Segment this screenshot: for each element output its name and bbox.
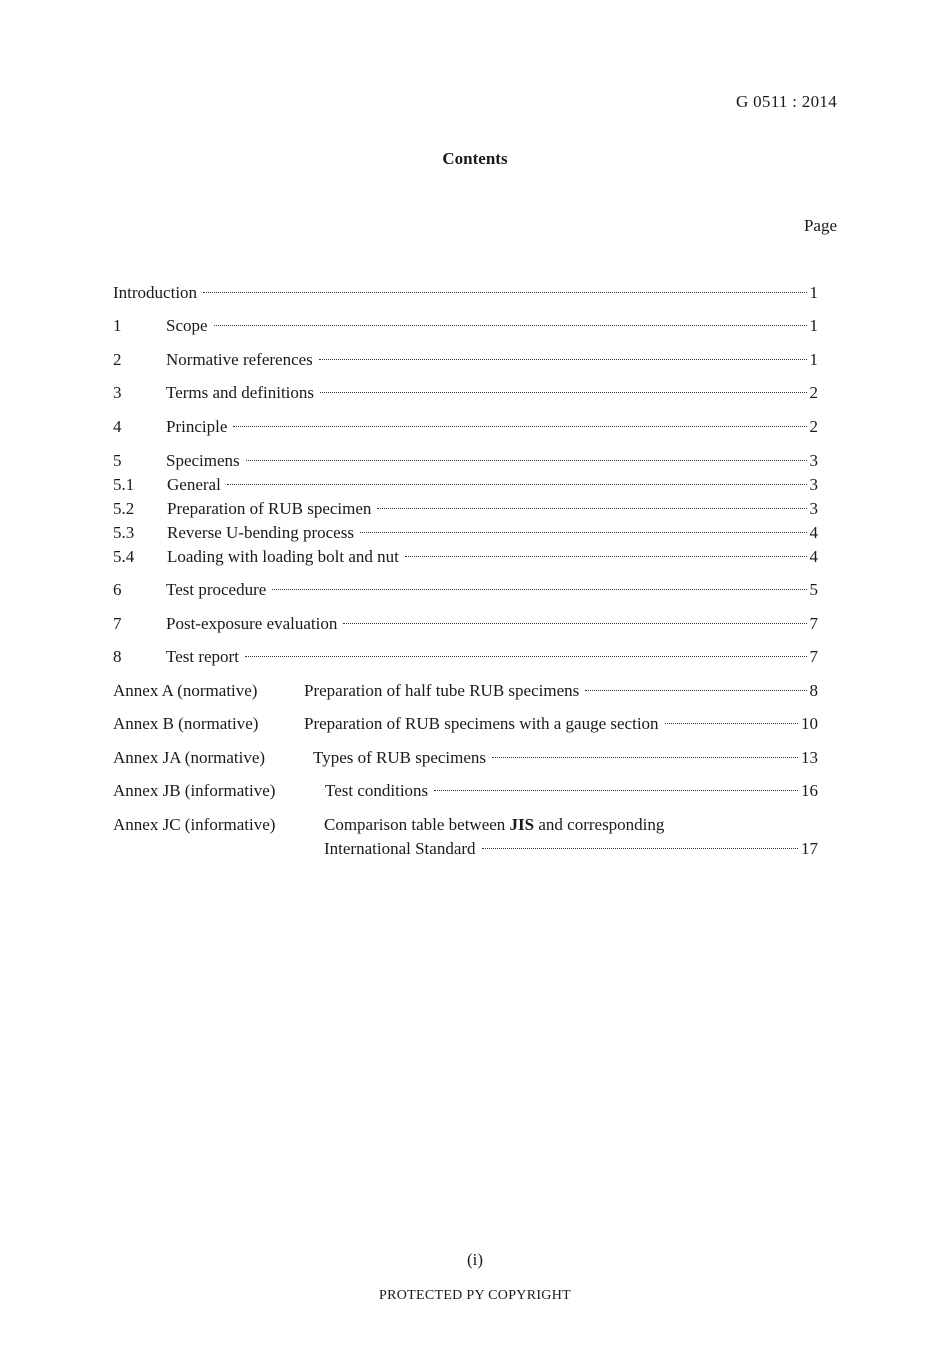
toc-title: Reverse U-bending process [167, 523, 354, 542]
toc-number: 4 [113, 417, 122, 436]
toc-number: 5.3 [113, 523, 135, 542]
leader-dots [360, 532, 807, 533]
toc-number: 2 [113, 350, 122, 369]
toc-page: 1 [809, 283, 818, 302]
toc-entry-annex-a[interactable] [113, 680, 818, 702]
toc-page: 2 [809, 417, 818, 436]
toc-title-text: Comparison table between [324, 815, 510, 834]
leader-dots [214, 325, 807, 326]
leader-dots [405, 556, 807, 557]
toc-page: 10 [801, 714, 818, 733]
toc-annex-label: Annex JC (informative) [113, 815, 276, 834]
toc-entry-principle[interactable] [113, 416, 818, 438]
toc-page: 5 [809, 580, 818, 599]
toc-page: 3 [809, 499, 818, 518]
toc-title: Types of RUB specimens [313, 748, 487, 767]
toc-page: 16 [801, 781, 818, 800]
toc-entry-annex-jb[interactable] [113, 780, 818, 802]
toc-page: 4 [809, 547, 818, 566]
toc-title: Specimens [166, 451, 240, 470]
leader-dots [434, 790, 798, 791]
leader-dots [227, 484, 807, 485]
toc-title: Test procedure [166, 580, 267, 599]
leader-dots [665, 723, 798, 724]
toc-title: Test conditions [325, 781, 429, 800]
toc-number: 8 [113, 647, 122, 666]
toc-entry-test-procedure[interactable] [113, 579, 818, 601]
leader-dots [585, 690, 806, 691]
toc-number: 5.2 [113, 499, 135, 518]
toc-annex-label: Annex JB (informative) [113, 781, 276, 800]
toc-title-line1 [324, 814, 664, 836]
toc-number: 5.1 [113, 475, 135, 494]
toc-number: 3 [113, 383, 122, 402]
toc-page: 1 [809, 350, 818, 369]
toc-annex-label: Annex JA (normative) [113, 748, 266, 767]
toc-title: Normative references [166, 350, 313, 369]
toc-page: 7 [809, 647, 818, 666]
toc-entry-annex-jc-line2[interactable] [113, 838, 818, 860]
page-number: (i) [466, 1250, 484, 1269]
leader-dots [319, 359, 807, 360]
toc-title: Principle [166, 417, 228, 436]
toc-entry-preparation-of-rub-specimen[interactable] [113, 498, 818, 520]
leader-dots [203, 292, 806, 293]
copyright-notice: PROTECTED PY COPYRIGHT [379, 1288, 571, 1303]
toc-page: 1 [809, 316, 818, 335]
jis-acronym: JIS [509, 815, 535, 834]
toc-page: 4 [809, 523, 818, 542]
toc-annex-label: Annex A (normative) [113, 681, 258, 700]
toc-number: 6 [113, 580, 122, 599]
standard-number: G 0511 : 2014 [735, 92, 837, 111]
toc-page: 8 [809, 681, 818, 700]
toc-entry-post-exposure-evaluation[interactable] [113, 613, 818, 635]
toc-page: 7 [809, 614, 818, 633]
toc-page: 13 [801, 748, 818, 767]
toc-title: Test report [166, 647, 239, 666]
toc-entry-general[interactable] [113, 474, 818, 496]
toc-page: 17 [801, 839, 818, 858]
toc-title: Scope [166, 316, 208, 335]
toc-entry-specimens[interactable] [113, 450, 818, 472]
leader-dots [377, 508, 806, 509]
toc-number: 7 [113, 614, 122, 633]
toc-number: 1 [113, 316, 122, 335]
leader-dots [482, 848, 798, 849]
leader-dots [245, 656, 807, 657]
toc-number: 5.4 [113, 547, 135, 566]
toc-title: Post-exposure evaluation [166, 614, 338, 633]
toc-entry-test-report[interactable] [113, 646, 818, 668]
toc-title: Preparation of RUB specimens with a gauge section [304, 714, 659, 733]
toc-page: 2 [809, 383, 818, 402]
toc-entry-annex-ja[interactable] [113, 747, 818, 769]
leader-dots [233, 426, 806, 427]
page-column-label: Page [803, 216, 837, 235]
toc-number: 5 [113, 451, 122, 470]
leader-dots [246, 460, 807, 461]
toc-page: 3 [809, 451, 818, 470]
toc-annex-label: Annex B (normative) [113, 714, 259, 733]
toc-title: General [167, 475, 221, 494]
leader-dots [343, 623, 806, 624]
leader-dots [320, 392, 806, 393]
toc-entry-loading-with-bolt-and-nut[interactable] [113, 546, 818, 568]
leader-dots [492, 757, 798, 758]
toc-entry-scope[interactable] [113, 315, 818, 337]
toc-entry-reverse-u-bending-process[interactable] [113, 522, 818, 544]
toc-title: Terms and definitions [166, 383, 315, 402]
toc-entry-terms-and-definitions[interactable] [113, 382, 818, 404]
toc-entry-annex-b[interactable] [113, 713, 818, 735]
page-title: Contents [442, 149, 508, 168]
toc-page: 3 [809, 475, 818, 494]
toc-title-line2: International Standard [324, 839, 476, 858]
toc-entry-annex-jc[interactable] [113, 814, 818, 836]
toc-entry-introduction[interactable] [113, 282, 818, 304]
toc-title: Preparation of half tube RUB specimens [304, 681, 580, 700]
toc-title-text: and corresponding [534, 815, 665, 834]
toc-title: Introduction [113, 283, 198, 302]
toc-entry-normative-references[interactable] [113, 349, 818, 371]
toc-title: Loading with loading bolt and nut [167, 547, 399, 566]
toc-title: Preparation of RUB specimen [167, 499, 372, 518]
leader-dots [272, 589, 806, 590]
